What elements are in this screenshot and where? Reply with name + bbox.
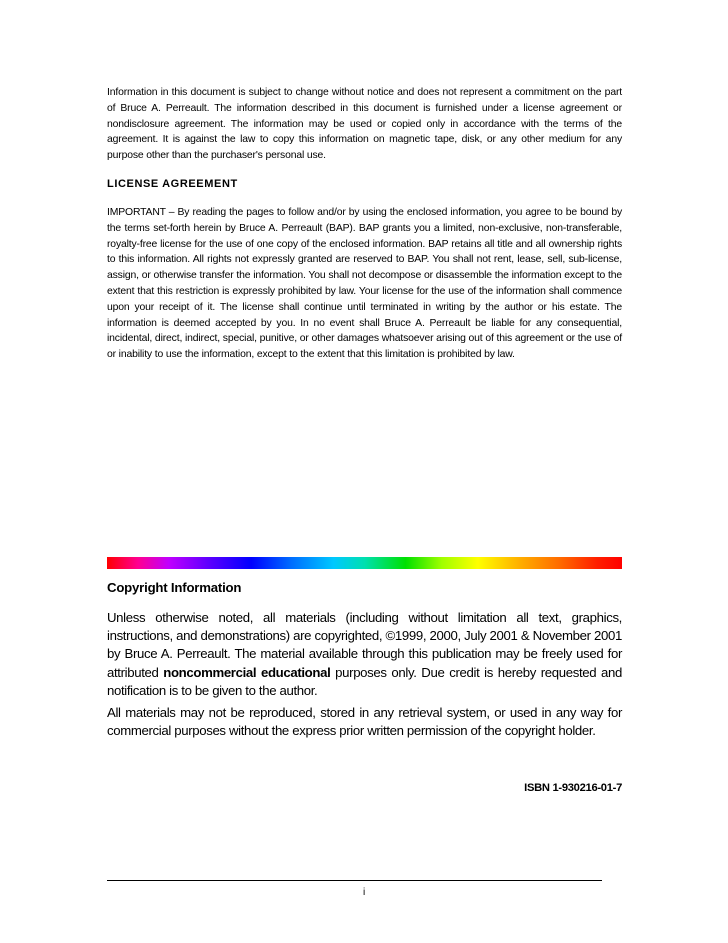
notice-paragraph: Information in this document is subject to change without notice and does not represent a commitment on the part of Bruce A. Perreault. The information described in this document is furnished under a license agreement or nondisclosure agreement. The information may be used or copied only in accordance with the terms of the agreement. It is against the law to copy this information on magnetic tape, disk, or any other medium for any purpose other than the purchaser's personal use. (107, 87, 622, 162)
license-paragraph (107, 205, 622, 363)
license-heading: LICENSE AGREEMENT (107, 178, 238, 190)
page-number: i (363, 887, 366, 898)
license-lead: IMPORTANT – (107, 207, 175, 218)
copyright-p1-emphasis: noncommercial educational (163, 664, 331, 680)
copyright-heading: Copyright Information (107, 580, 242, 595)
copyright-paragraph-2: All materials may not be reproduced, stored in any retrieval system, or used in any way for commercial purposes without the express prior written permission of the copyright holder. (107, 705, 622, 739)
isbn-label: ISBN 1-930216-01-7 (524, 782, 622, 794)
copyright-paragraph-1 (107, 609, 622, 700)
footer-divider (107, 880, 602, 881)
copyright-p1-start: Unless otherwise noted, all materials (including without limitation all text, graphics, instructions, and demonstrations) are copyrighted, ©1999, 2000, July 2001 & November 2001 by Bruce A. Perreault. The material available through this publication may be freely used for attributed (107, 610, 622, 680)
rainbow-divider (107, 557, 622, 569)
license-body: By reading the pages to follow and/or by using the enclosed information, you agree to be bound by the terms set-forth herein by Bruce A. Perreault (BAP). BAP grants you a limited, non-exclusive, non-transferable, royalty-free license for the use of one copy of the enclosed information. BAP retains all title and all ownership rights to this information. All rights not expressly granted are reserved to BAP. You shall not rent, lease, sell, sub-license, assign, or otherwise transfer the information. You shall not decompose or disassemble the information except to the extent that this restriction is expressly prohibited by law. Your license for the use of the information shall commence upon your receipt of it. The license shall continue until terminated in writing by the author or his estate. The information is deemed accepted by you. In no event shall Bruce A. Perreault be liable for any consequential, incidental, direct, indirect, special, punitive, or other damages whatsoever arising out of this agreement or the use of or inability to use the information, except to the extent that this limitation is prohibited by law. (107, 207, 622, 361)
copyright-p1-end: purposes only. Due credit is hereby requested and notification is to be given to the author. (107, 664, 622, 698)
